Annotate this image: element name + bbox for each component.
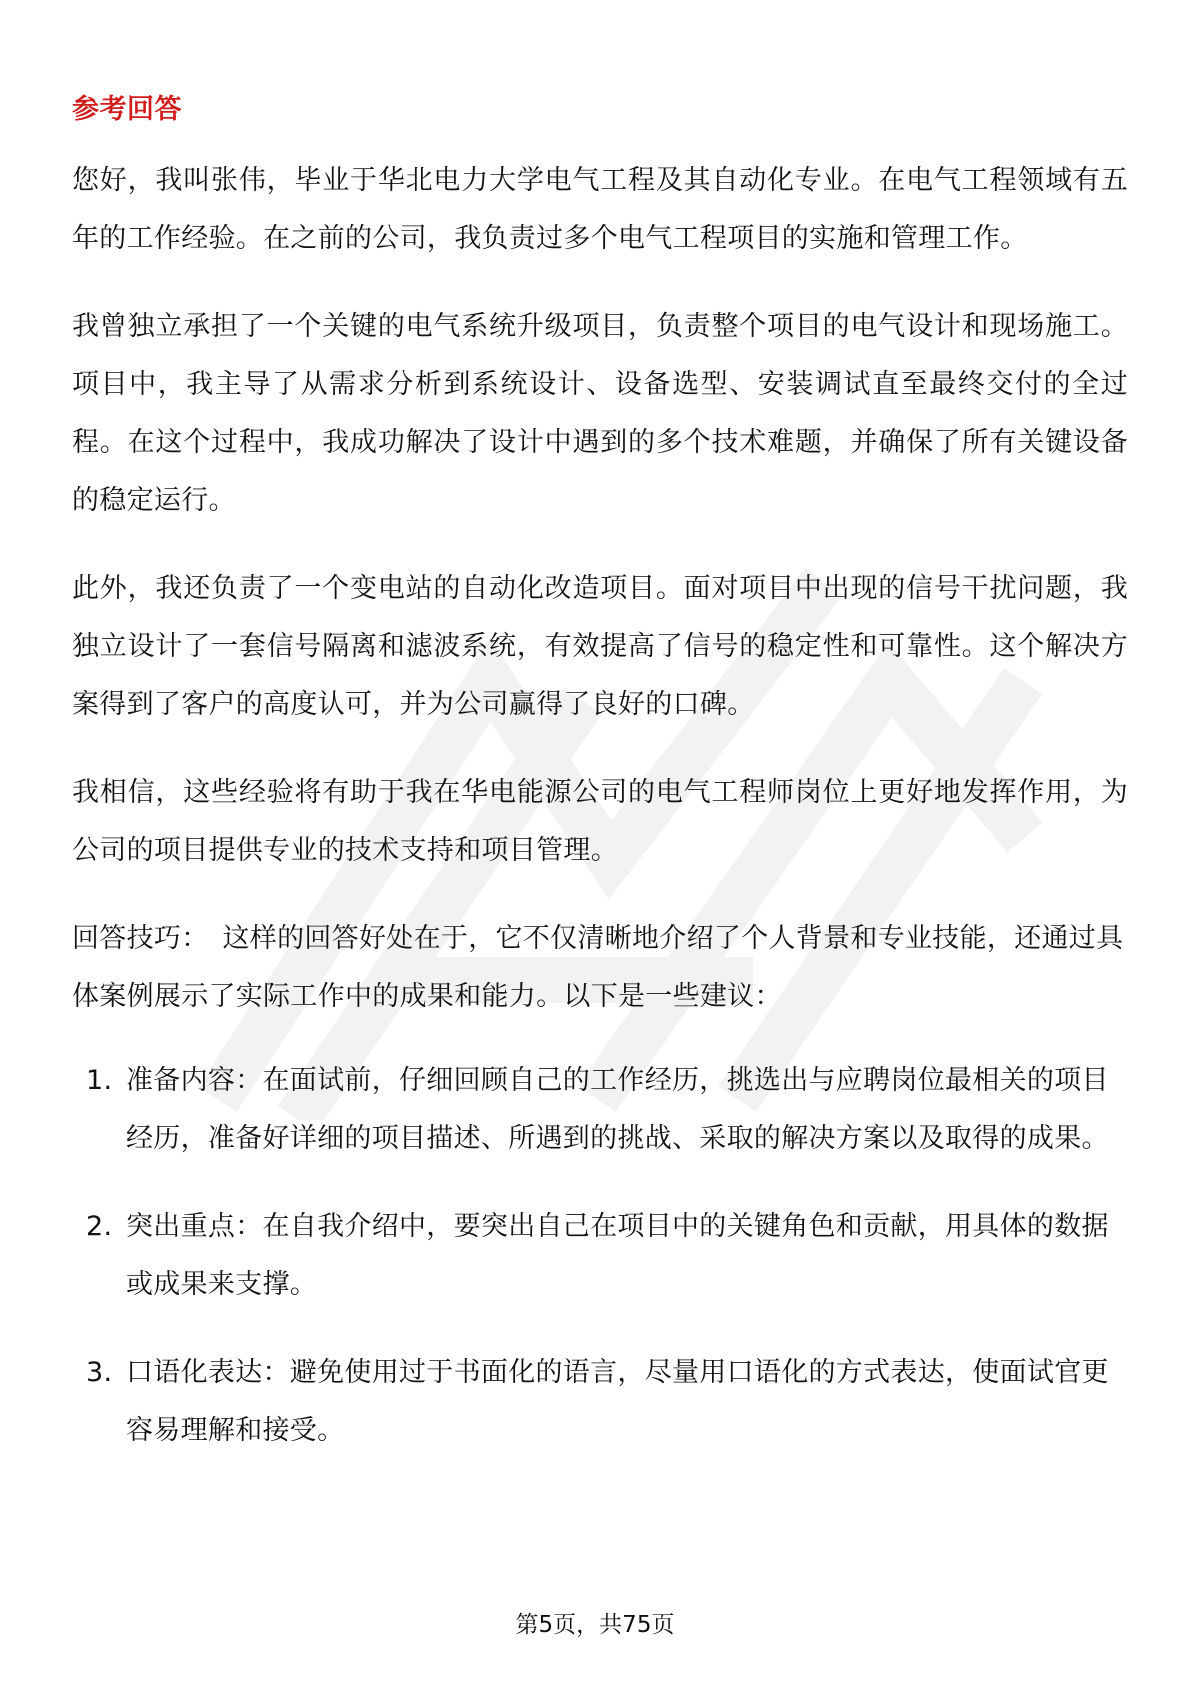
list-item-number: 1.: [86, 1065, 113, 1096]
tips-text: 这样的回答好处在于，它不仅清晰地介绍了个人背景和专业技能，还通过具体案例展示了实际工作中的成果和能力。以下是一些建议：: [72, 923, 1124, 1012]
paragraph-intro: 您好，我叫张伟，毕业于华北电力大学电气工程及其自动化专业。在电气工程领域有五年的工作经验。在之前的公司，我负责过多个电气工程项目的实施和管理工作。: [72, 165, 1128, 254]
tips-paragraph: [72, 910, 1128, 1026]
tips-label: 回答技巧：: [72, 923, 209, 954]
paragraph-substation-project: 此外，我还负责了一个变电站的自动化改造项目。面对项目中出现的信号干扰问题，我独立设计了一套信号隔离和滤波系统，有效提高了信号的稳定性和可靠性。这个解决方案得到了客户的高度认可，并为公司赢得了良好的口碑。: [72, 573, 1128, 720]
paragraph-conclusion: 我相信，这些经验将有助于我在华电能源公司的电气工程师岗位上更好地发挥作用，为公司的项目提供专业的技术支持和项目管理。: [72, 777, 1128, 866]
tips-list: [72, 1052, 1128, 1460]
list-item-text: 准备内容：在面试前，仔细回顾自己的工作经历，挑选出与应聘岗位最相关的项目经历，准备好详细的项目描述、所遇到的挑战、采取的解决方案以及取得的成果。: [126, 1065, 1109, 1154]
list-item-text: 口语化表达：避免使用过于书面化的语言，尽量用口语化的方式表达，使面试官更容易理解和接受。: [126, 1357, 1109, 1446]
list-item-text: 突出重点：在自我介绍中，要突出自己在项目中的关键角色和贡献，用具体的数据或成果来支撑。: [126, 1211, 1109, 1300]
list-item-number: 3.: [86, 1357, 113, 1388]
list-item: [72, 1344, 1128, 1460]
list-item: [72, 1198, 1128, 1314]
main-content: [72, 90, 1128, 1490]
page-number-footer: 第5页，共75页: [515, 1612, 675, 1638]
section-title: 参考回答: [72, 94, 182, 125]
paragraph-project-upgrade: 我曾独立承担了一个关键的电气系统升级项目，负责整个项目的电气设计和现场施工。项目中，我主导了从需求分析到系统设计、设备选型、安装调试直至最终交付的全过程。在这个过程中，我成功解决了设计中遇到的多个技术难题，并确保了所有关键设备的稳定运行。: [72, 311, 1128, 516]
list-item-number: 2.: [86, 1211, 113, 1242]
list-item: [72, 1052, 1128, 1168]
